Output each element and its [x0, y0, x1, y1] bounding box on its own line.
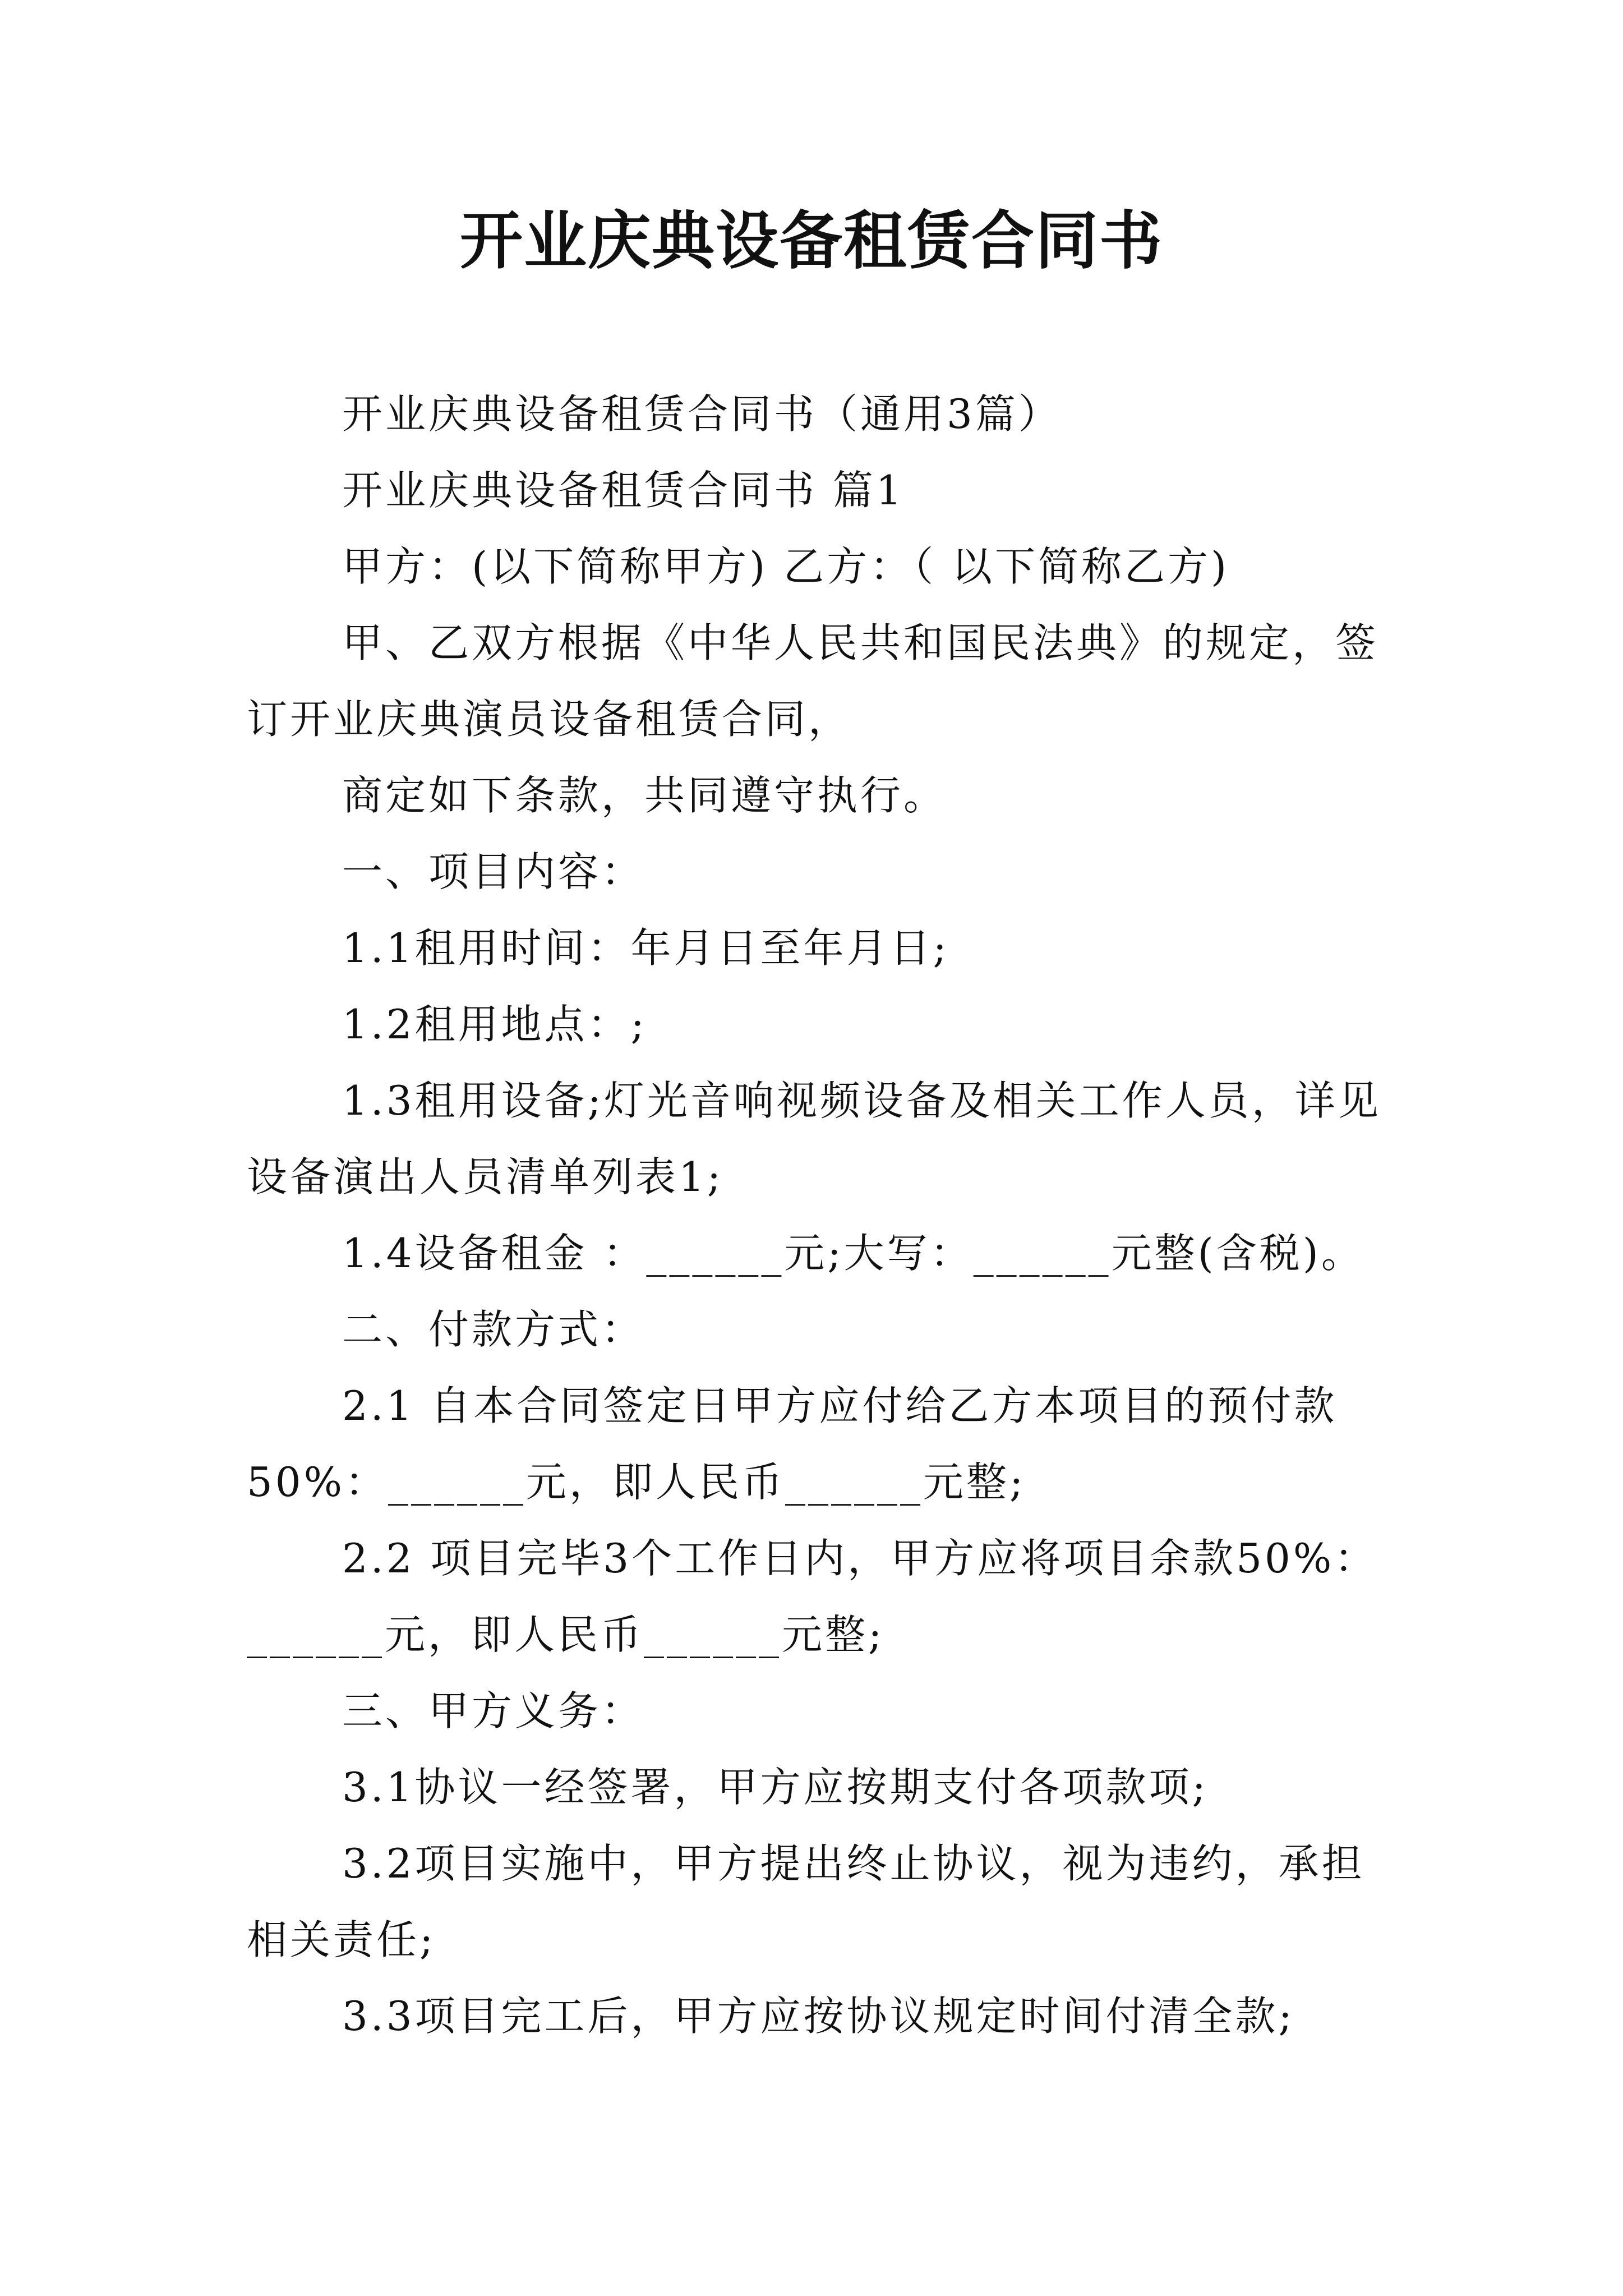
paragraph-line: 50%：______元，即人民币______元整;	[247, 1458, 1026, 1506]
section-heading: 二、付款方式：	[342, 1306, 645, 1353]
paragraph-line: 相关责任;	[247, 1916, 436, 1963]
paragraph-line: 订开业庆典演员设备租赁合同，	[247, 696, 852, 743]
paragraph-line: 3.3项目完工后，甲方应按协议规定时间付清全款;	[342, 1993, 1295, 2040]
document-body	[247, 376, 1385, 2054]
paragraph-line: 2.1 自本合同签定日甲方应付给乙方本项目的预付款	[342, 1382, 1338, 1429]
paragraph-line: 1.1租用时间：年月日至年月日;	[342, 924, 949, 972]
section-heading: 三、甲方义务：	[342, 1687, 645, 1734]
paragraph-line: 开业庆典设备租赁合同书（通用3篇）	[342, 390, 1062, 438]
paragraph-line: 甲、乙双方根据《中华人民共和国民法典》的规定，签	[342, 619, 1379, 666]
paragraph-line: 商定如下条款，共同遵守执行。	[342, 772, 947, 819]
section-heading: 一、项目内容：	[342, 848, 645, 895]
paragraph-line: 3.2项目实施中，甲方提出终止协议，视为违约，承担	[342, 1840, 1365, 1887]
paragraph-line: 设备演出人员清单列表1;	[247, 1153, 724, 1200]
paragraph-line: 开业庆典设备租赁合同书 篇1	[342, 467, 905, 514]
document-title: 开业庆典设备租赁合同书	[460, 204, 1163, 278]
paragraph-line: 1.3租用设备;灯光音响视频设备及相关工作人员，详见	[342, 1077, 1381, 1124]
paragraph-line: ______元，即人民币______元整;	[247, 1611, 885, 1658]
paragraph-line: 甲方：(以下简称甲方) 乙方：（ 以下简称乙方)	[342, 543, 1230, 590]
paragraph-line: 2.2 项目完毕3个工作日内，甲方应将项目余款50%：	[342, 1535, 1378, 1582]
paragraph-line: 1.2租用地点：;	[342, 1001, 647, 1048]
paragraph-line: 3.1协议一经签署，甲方应按期支付各项款项;	[342, 1764, 1209, 1811]
paragraph-line: 1.4设备租金 ：______元;大写：______元整(含税)。	[342, 1230, 1364, 1277]
